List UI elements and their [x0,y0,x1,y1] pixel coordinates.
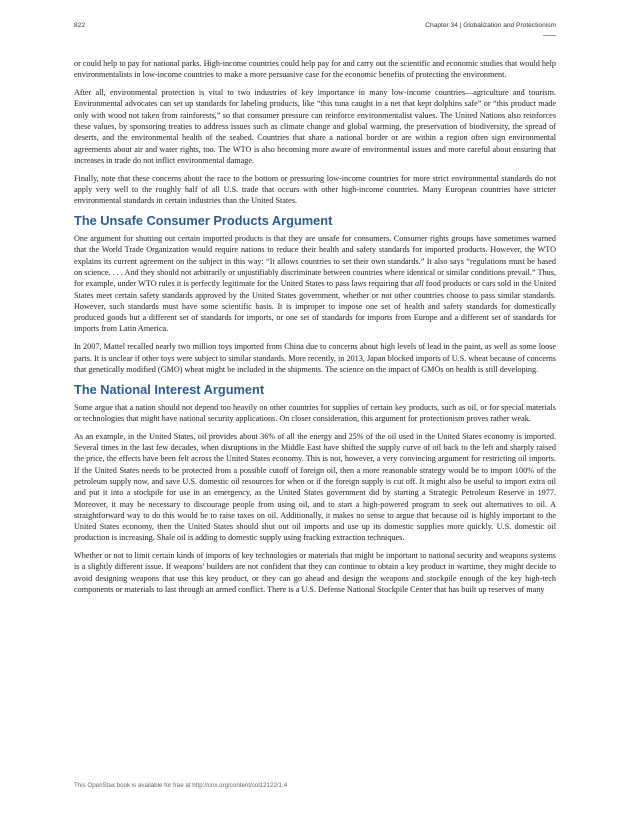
section-heading: The National Interest Argument [74,381,265,397]
page-header [74,22,556,29]
chapter-title: Chapter 34 | Globalization and Protectionism [425,22,556,29]
emphasis-text: all [415,279,424,289]
header-rule [543,35,556,36]
paragraph: Finally, note that these concerns about the race to the bottom or pressuring low-income countries for more strict environmental standards do not apply very well to the roughly half of all U.S. trade that occurs with other high-income countries. Many European countries have stricter environmental standards in certain industries than the United States. [74,173,556,206]
paragraph: After all, environmental protection is vital to two industries of key importance in many low-income countries—agriculture and tourism. Environmental advocates can set up standards for labeling products, like “this tuna caught in a net that kept dolphins safe” or “this product made only with wood not taken from rainforests,” so that consumer pressure can reinforce environmentalist values. The United Nations also reinforces these values, by sponsoring treaties to address issues such as climate change and global warming, the preservation of biodiversity, the spread of deserts, and the environmental health of the seabed. Countries that share a national border or are within a region often sign environmental agreements about air and water rights, too. The WTO is also becoming more aware of environmental issues and more careful about ensuring that increases in trade do not inflict environmental damage. [74,88,556,165]
paragraph-text: One argument for shutting out certain imported products is that they are unsafe for consumers. Consumer rights groups have sometimes warned that the World Trade Organization would require nations to reduce their health and safety standards for imported products. However, the WTO explains its current agreement on the subject in this way: “It allows countries to set their own standards.” It also says “regulations must be based on science. . . . And they should not arbitrarily or unjustifiably discriminate between countries where identical or similar conditions prevail.” Thus, for example, under WTO rules it is perfectly legitimate for the United States to pass laws requiring that [74,234,556,289]
section-heading: The Unsafe Consumer Products Argument [74,213,333,229]
paragraph: Some argue that a nation should not depend too heavily on other countries for supplies of certain key products, such as oil, or for special materials or technologies that might have national security applications. On closer consideration, this argument for protectionism proves rather weak. [74,402,556,423]
page-number: 822 [74,22,86,29]
page-footer: This OpenStax book is available for free at http://cnx.org/content/col12122/1.4 [74,782,288,789]
paragraph-text: food products or cars sold in the United States meet certain safety standards approved by the United States government, whether or not other countries choose to pass similar standards. However, such standards must have some scientific basis. It is improper to impose one set of health and safety standards for domestically produced goods but a different set of standards for imports, or one set of standards for imports from Europe and a different set of standards for imports from Latin America. [74,279,556,334]
paragraph [74,233,556,335]
paragraph: As an example, in the United States, oil provides about 36% of all the energy and 25% of the oil used in the United States economy is imported. Several times in the last few decades, when disruptions in the Middle East have shifted the supply curve of oil back to the left and sharply raised the price, the effects have been felt across the United States economy. This is not, however, a very convincing argument for restricting oil imports. If the United States needs to be protected from a possible cutoff of foreign oil, then a more reasonable strategy would be to import 100% of the petroleum supply now, and save U.S. domestic oil resources for when or if the foreign supply is cut off. It might also be useful to import extra oil and put it into a stockpile for use in an emergency, as the United States government did by starting a Strategic Petroleum Reserve in 1977. Moreover, it may be necessary to discourage people from using oil, and to start a high-powered program to seek out alternatives to oil. A straightforward way to do this would be to raise taxes on oil. Additionally, it makes no sense to argue that because oil is highly important to the United States economy, then the United States should shut out oil imports and use up its domestic supplies more quickly. U.S. domestic oil production is increasing. Shale oil is adding to domestic supply using fracking extraction techniques. [74,431,556,543]
paragraph: Whether or not to limit certain kinds of imports of key technologies or materials that might be important to national security and weapons systems is a slightly different issue. If weapons’ builders are not confident that they can continue to obtain a key product in wartime, they might decide to avoid designing weapons that use this key product, or they can go ahead and design the weapons and stockpile enough of the key high-tech components or materials to last through an armed conflict. There is a U.S. Defense National Stockpile Center that has built up reserves of many [74,551,556,595]
paragraph: or could help to pay for national parks. High-income countries could help pay for and carry out the scientific and economic studies that would help environmentalists in low-income countries to make a more persuasive case for the economic benefits of protecting the environment. [74,59,556,80]
page-body [74,58,556,602]
paragraph: In 2007, Mattel recalled nearly two million toys imported from China due to concerns about high levels of lead in the paint, as well as some loose parts. It is unclear if other toys were subject to similar standards. More recently, in 2013, Japan blocked imports of U.S. wheat because of concerns that genetically modified (GMO) wheat might be included in the shipments. The science on the impact of GMOs on health is still developing. [74,342,556,374]
